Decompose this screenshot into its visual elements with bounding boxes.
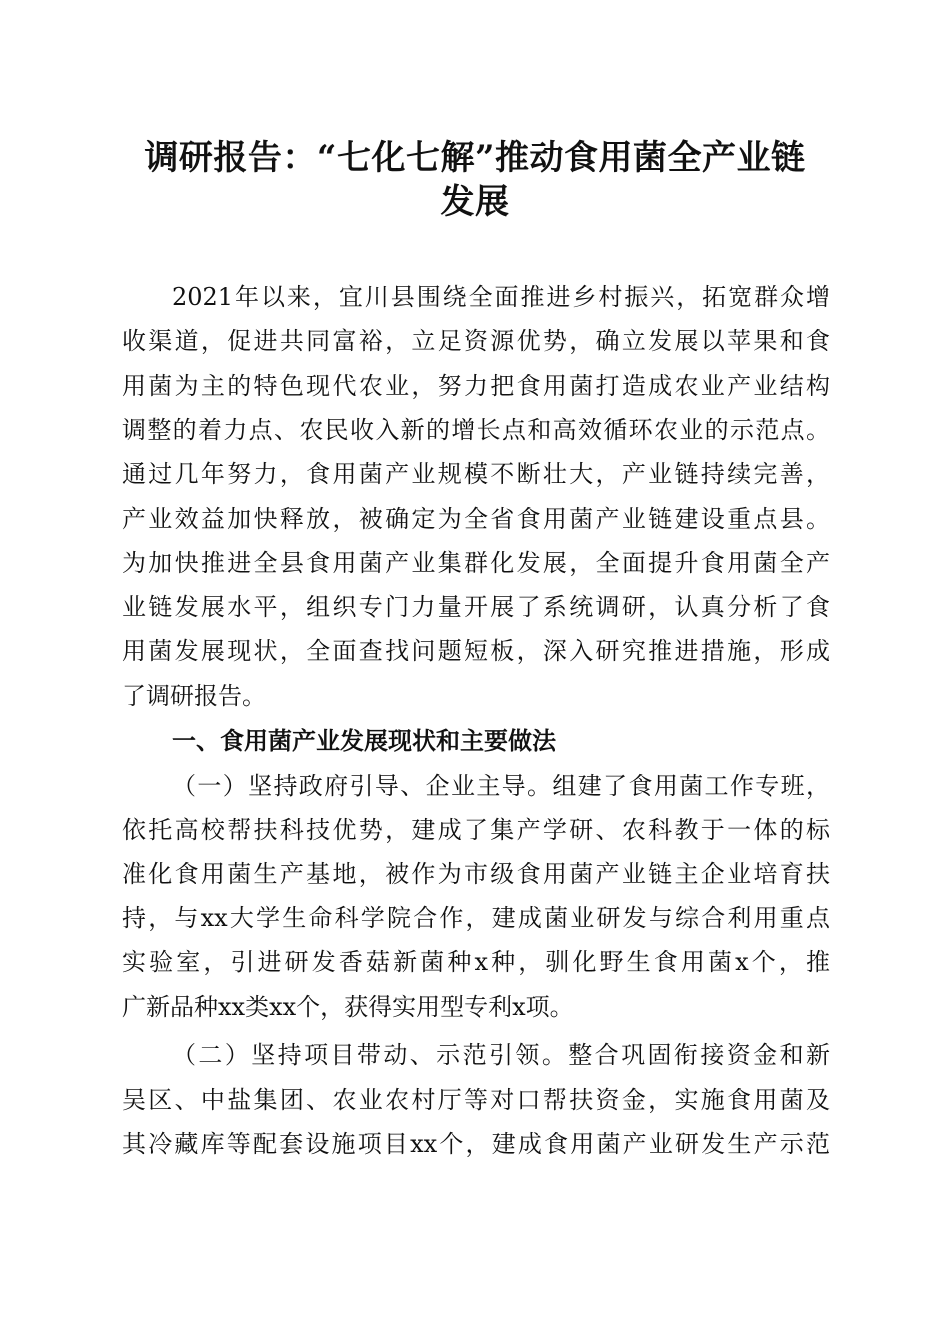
text-line: 持，与xx大学生命科学院合作，建成菌业研发与综合利用重点	[122, 904, 830, 933]
text-line: 为加快推进全县食用菌产业集群化发展，全面提升食用菌全产	[122, 548, 830, 577]
text-line: 了调研报告。	[122, 681, 266, 710]
text-line: 其冷藏库等配套设施项目xx个，建成食用菌产业研发生产示范	[122, 1130, 830, 1158]
text-line: 实验室，引进研发香菇新菌种x种，驯化野生食用菌x个，推	[122, 948, 830, 977]
text-line: 用菌发展现状，全面查找问题短板，深入研究推进措施，形成	[122, 637, 830, 666]
text-line: 业链发展水平，组织专门力量开展了系统调研，认真分析了食	[122, 593, 830, 622]
text-line: 吴区、中盐集团、农业农村厅等对口帮扶资金，实施食用菌及	[122, 1085, 830, 1114]
title-line-1: 调研报告：“七化七解”推动食用菌全产业链	[144, 138, 806, 178]
text-line: 准化食用菌生产基地，被作为市级食用菌产业链主企业培育扶	[122, 860, 830, 889]
text-line: 依托高校帮扶科技优势，建成了集产学研、农科教于一体的标	[122, 816, 830, 845]
text-line: 产业效益加快释放，被确定为全省食用菌产业链建设重点县。	[122, 504, 830, 533]
text-line: 收渠道，促进共同富裕，立足资源优势，确立发展以苹果和食	[122, 327, 830, 356]
heading-text: 一、食用菌产业发展现状和主要做法	[172, 726, 556, 755]
text-line: 2021年以来，宜川县围绕全面推进乡村振兴，拓宽群众增	[172, 283, 830, 311]
title-line-2: 发展	[440, 182, 510, 222]
text-line: 调整的着力点、农民收入新的增长点和高效循环农业的示范点。	[122, 415, 830, 444]
text-line: （一）坚持政府引导、企业主导。组建了食用菌工作专班，	[172, 772, 830, 800]
text-line: （二）坚持项目带动、示范引领。整合巩固衔接资金和新	[172, 1041, 830, 1069]
text-line: 广新品种xx类xx个，获得实用型专利x项。	[122, 992, 574, 1021]
text-line: 通过几年努力，食用菌产业规模不断壮大，产业链持续完善，	[122, 460, 830, 489]
text-line: 用菌为主的特色现代农业，努力把食用菌打造成农业产业结构	[122, 371, 830, 400]
